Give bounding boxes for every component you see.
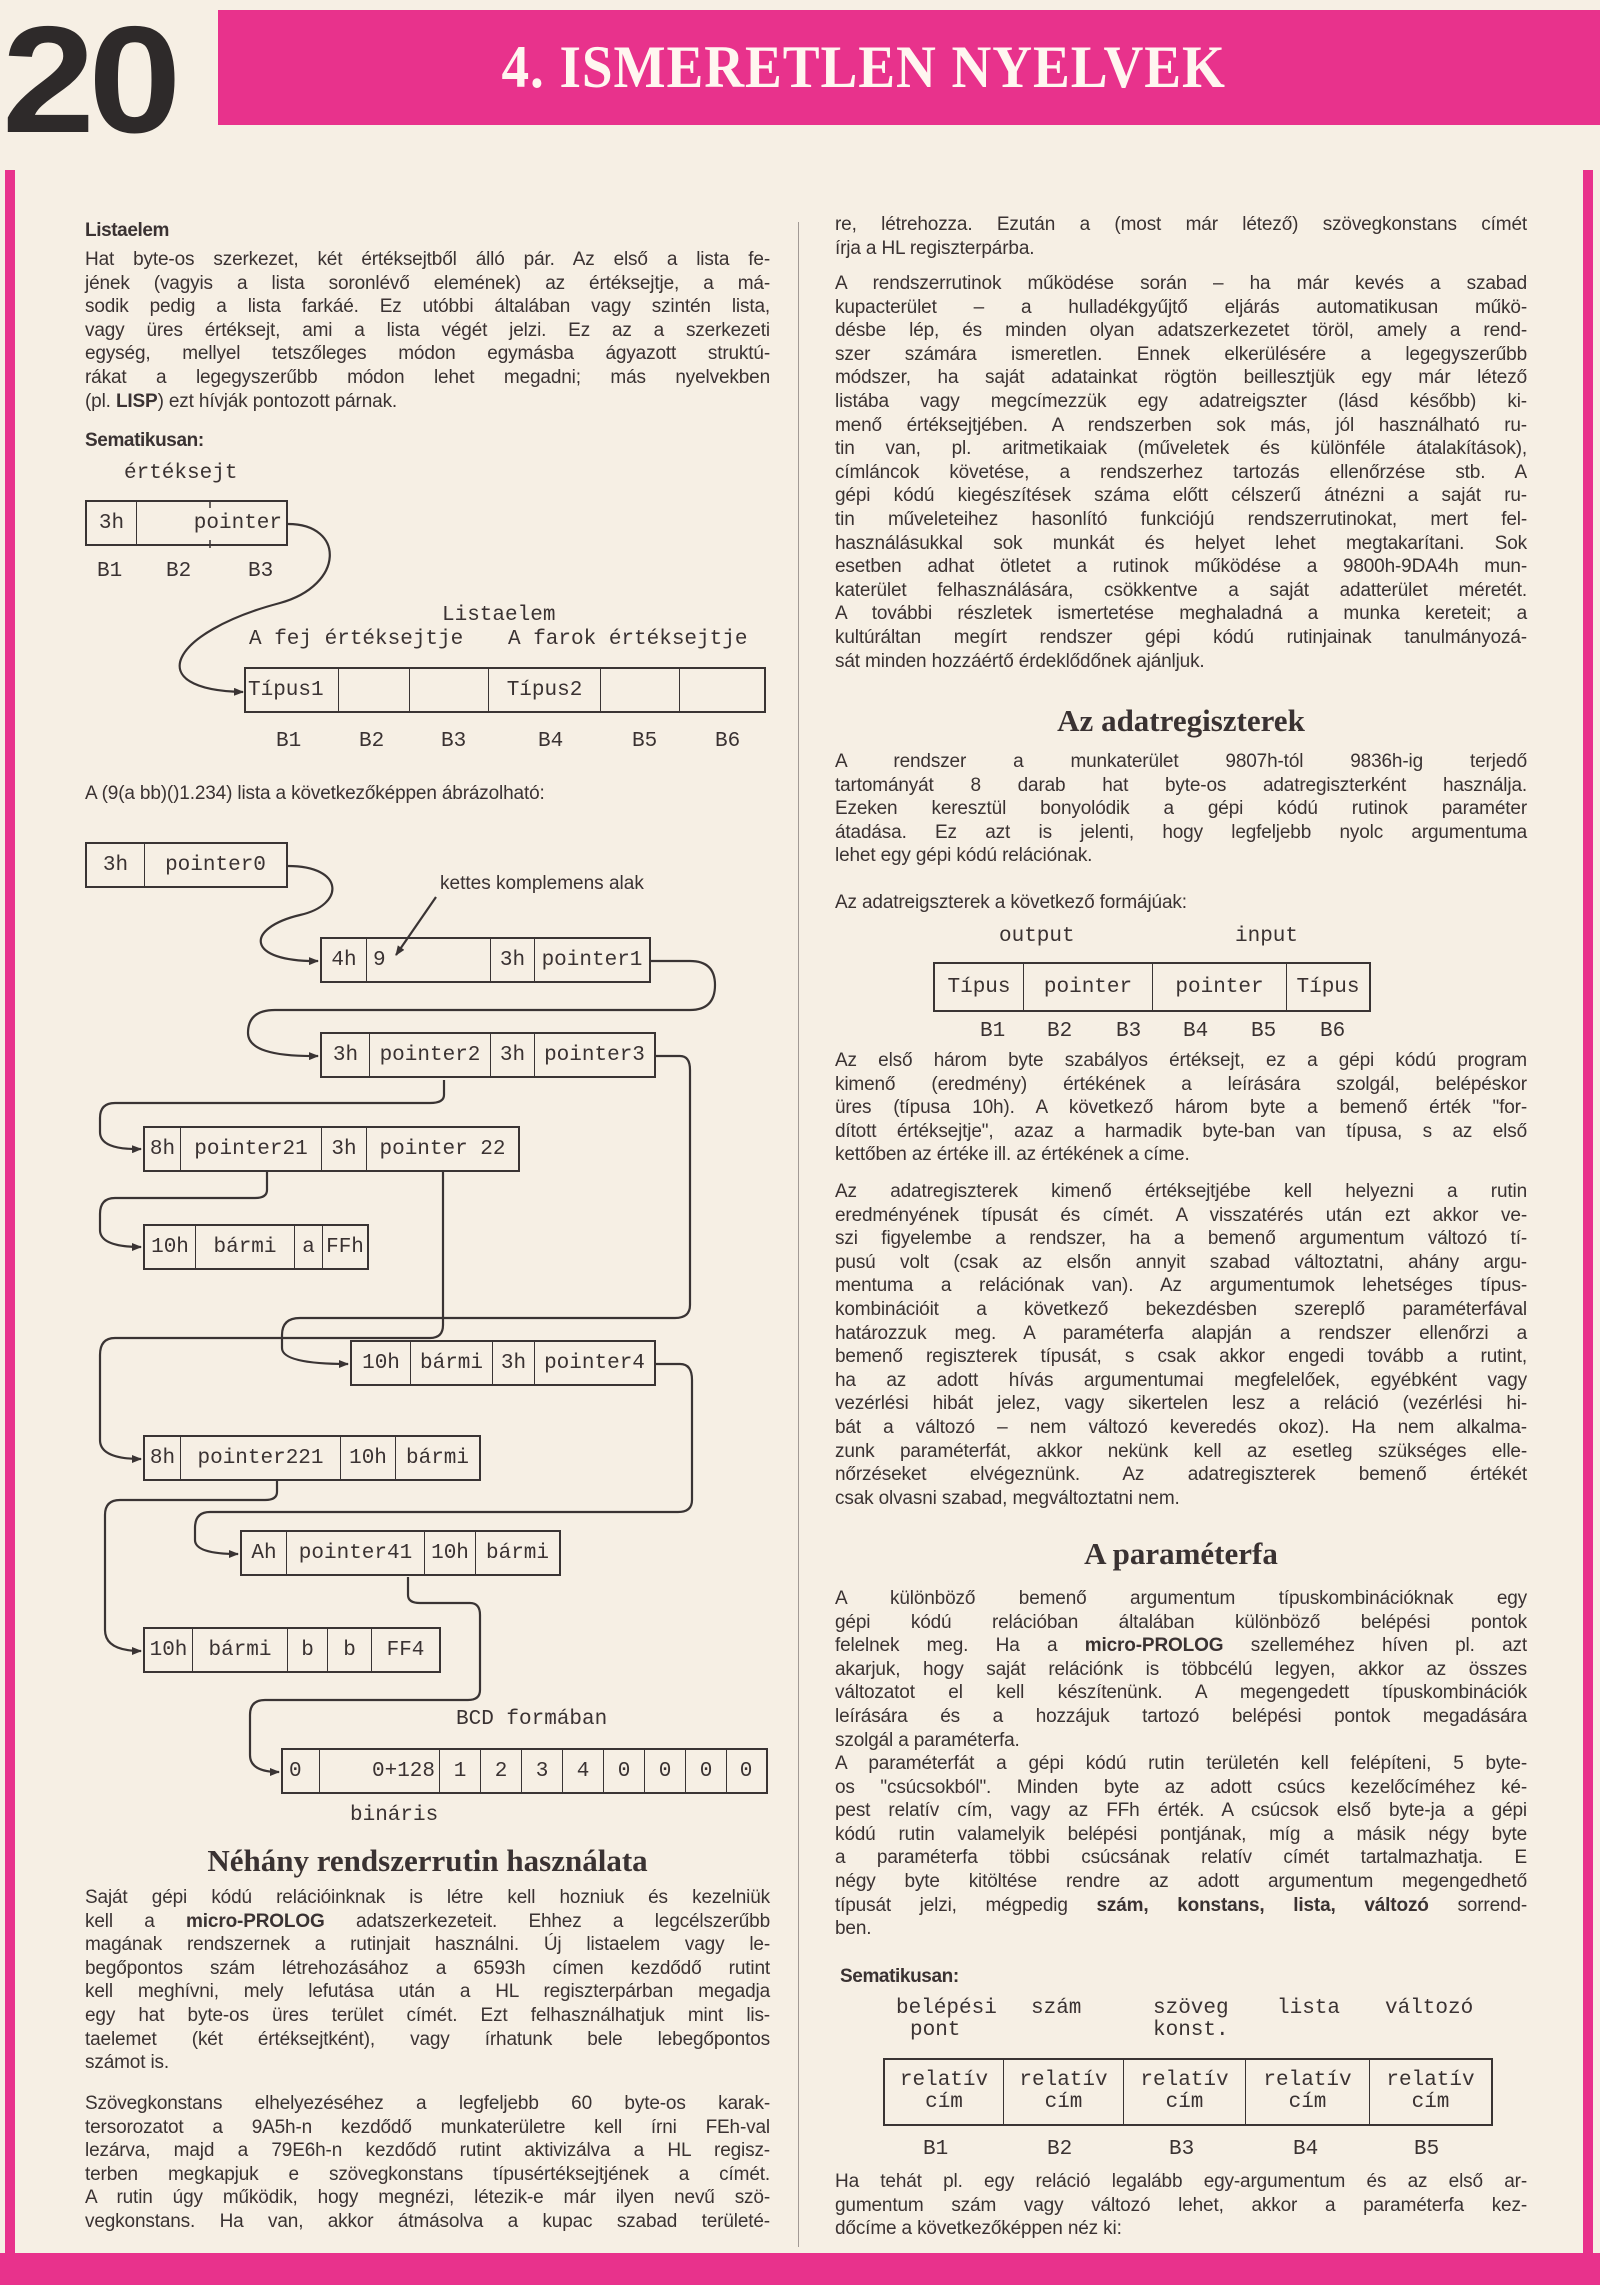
value-cell-box — [85, 500, 288, 546]
text-line: A rendszerrutinok működése során – ha már kevés a szabad — [835, 273, 1527, 294]
byte-label: B4 — [1183, 1020, 1209, 1043]
text-line: írja a HL regiszterpárba. — [835, 237, 1035, 259]
param-cell-line: cím — [1411, 2091, 1450, 2114]
text-line: tersorozatot a 9A5h-n kezdődő munkaterületre kell írni FEh-val — [85, 2116, 770, 2138]
byte-label: B2 — [1047, 2138, 1073, 2161]
byte-label: B2 — [166, 560, 192, 583]
text-line: os "csúcsokból". Minden byte az adott csúcs kezelőcíméhez ké- — [835, 1776, 1527, 1798]
text-line: Szövegkonstans elhelyezéséhez a legfeljebb 60 byte-os karak- — [85, 2093, 770, 2114]
list-cell: 10h — [151, 1235, 189, 1259]
text-line: désbe lép, és minden olyan adatszerkezetet töröl, amely a rend- — [835, 320, 1527, 342]
listaelem-heading: Listaelem — [85, 220, 170, 241]
byte-label: B6 — [1320, 1020, 1346, 1043]
list-cell: 3h — [490, 939, 534, 981]
register-cell: pointer — [1023, 964, 1152, 1010]
param-cell-line: cím — [1288, 2091, 1327, 2114]
text-line: bemenő regiszterek típusát, s csak akkor engedi tovább a rutint, — [835, 1346, 1527, 1368]
text-segment: adatszerkezeteit. Ehhez a legcélszerűbb — [324, 1910, 770, 1932]
text-line: pest relatív cím, vagy az FFh érték. A csúcsok első byte-ja a gépi — [835, 1800, 1527, 1822]
text-line: gépi kódú kiegészítések száma előtt célszerű átnézni a saját ru- — [835, 485, 1527, 507]
text-segment: ) ezt hívják pontozott párnak. — [157, 390, 398, 412]
byte-label: B3 — [248, 560, 274, 583]
param-label-line: konst. — [1153, 2019, 1229, 2042]
text-line: vegkonstans. Ha van, akkor átmásolva a kupac szabad területé- — [85, 2210, 770, 2232]
text-segment: szelleméhez híven pl. azt — [1223, 1635, 1527, 1657]
paragraph-string-constant — [85, 2092, 770, 2234]
section-heading-system-routines: Néhány rendszerrutin használata — [207, 1843, 648, 1878]
list-cell: 10h — [340, 1437, 395, 1479]
text-line: gépi kódú relációban általában különböző belépési pontok — [835, 1611, 1527, 1633]
number-cell: 0 — [644, 1750, 685, 1792]
text-line: kupacterület – a hulladékgyűjtő eljárás automatikusan műkö- — [835, 296, 1527, 318]
list-element-box — [244, 667, 766, 713]
paragraph-garbage-collection — [835, 272, 1527, 673]
list-cell: bármi — [475, 1532, 559, 1574]
type-cell: 3h — [98, 511, 125, 535]
text-line: bát a változó – nem változó keveredés okoz). Ha nem alkalma- — [835, 1416, 1527, 1438]
list-node — [240, 1530, 561, 1576]
byte-label: B4 — [1293, 2138, 1319, 2161]
text-line: tin műveleteihez hasonlító funkciójú rendszerrutinokat, mert fel- — [835, 508, 1527, 530]
cell-label: értéksejt — [124, 462, 238, 485]
text-line: tin van, pl. aritmetikaiak (műveletek és különféle átalakítások), — [835, 438, 1527, 460]
list-cell — [426, 939, 490, 981]
sematikusan-label: Sematikusan: — [85, 430, 204, 451]
list-cell: a — [294, 1226, 322, 1268]
paragraph-parameter-tree-nodes — [835, 1752, 1527, 1941]
text-line: leírására és a hozzájuk tartozó belépési pontok megadására — [835, 1705, 1527, 1727]
list-cell: bármi — [192, 1629, 287, 1671]
text-line: esetben adhat ötletet a rutinok működése a 9800h-9DA4h mun- — [835, 556, 1527, 578]
text-line: menő értéksejtjében. A rendszerben sok más, jól használható ru- — [835, 414, 1527, 436]
text-line: listába vagy megcímezzük egy adatreigszter (lásd később) ki- — [835, 390, 1527, 412]
text-line: terben megkapjuk e szövegkonstans típusértéksejtjének a címét. — [85, 2163, 770, 2185]
text-line: taelemet (két értéksejtként), vagy írhatunk bele lebegőpontos — [85, 2028, 770, 2050]
list-node — [143, 1435, 481, 1481]
section-heading-parameter-tree: A paraméterfa — [1084, 1536, 1278, 1571]
param-cell-line: relatív — [1019, 2069, 1108, 2092]
text-line: mentuma a relációnak van). Az argumentumok lehetséges típus- — [835, 1275, 1527, 1297]
text-line: A különböző bemenő argumentum típuskombinációknak egy — [835, 1588, 1527, 1609]
connector-arrow — [250, 1577, 480, 1772]
list-cell: 10h — [424, 1532, 475, 1574]
text-line: egység, mellyel tetszőleges módon egymásba ágyazott struktú- — [85, 343, 770, 365]
output-label: output — [999, 925, 1075, 948]
byte-label: B5 — [1414, 2138, 1440, 2161]
text-line: magának rendszernek a rutinjait használni. Új listaelem vagy le- — [85, 1934, 770, 1956]
text-line: dőcíme a következőképpen néz ki: — [835, 2218, 1122, 2240]
byte-label: B3 — [1116, 1020, 1142, 1043]
list-cell: bármi — [195, 1226, 294, 1268]
text-line: szolgál a paraméterfa. — [835, 1729, 1020, 1751]
list-cell: pointer 22 — [366, 1128, 518, 1170]
paragraph-continued — [835, 213, 1527, 260]
list-cell: 9 — [366, 939, 426, 981]
text-line: kultúráltan megírt rendszer gépi kódú rutinjainak tanulmányozá- — [835, 626, 1527, 648]
bold-term: szám, konstans, lista, változó — [1096, 1894, 1429, 1916]
list-node — [350, 1340, 656, 1386]
text-line: címláncok követése, a rendszerhez tartozás ellenőrzése stb. A — [835, 461, 1527, 483]
param-cell-line: cím — [1165, 2091, 1204, 2114]
text-line — [85, 1910, 770, 1934]
pointer-cell: pointer — [136, 502, 286, 544]
parameter-node-box — [883, 2058, 1493, 2126]
list-cell: pointer221 — [180, 1437, 340, 1479]
text-line: pusú volt (csak az elsőn annyit szabad változtatni, ahány argu- — [835, 1251, 1527, 1273]
number-cell: 0 — [726, 1750, 765, 1792]
param-label — [1031, 1998, 1081, 2020]
text-line: használásukkal sok munkát és helyet lehet megtakarítani. Sok — [835, 532, 1527, 554]
register-cell: pointer — [1152, 964, 1286, 1010]
text-line: egy hat byte-os üres terület címét. Ezt felhasználhatjuk mint lis- — [85, 2004, 770, 2026]
list-cell: 3h — [321, 1128, 366, 1170]
param-cell — [1123, 2060, 1245, 2124]
register-cell: Típus — [947, 975, 1011, 999]
right-border — [1583, 170, 1593, 2285]
left-border — [5, 170, 15, 2285]
list-cell: pointer4 — [534, 1342, 654, 1384]
list-node — [143, 1126, 520, 1172]
text-line: kell meghívni, mely lefutása után a HL regiszterpárban megadja — [85, 1981, 770, 2003]
param-label — [1153, 1998, 1229, 2042]
text-line: ha az adott hívás argumentumai megfelelőek, egyébként vagy — [835, 1369, 1527, 1391]
chapter-title: 4. ISMERETLEN NYELVEK — [501, 34, 1227, 100]
text-line: ben. — [835, 1918, 872, 1940]
list-cell: 3h — [492, 1342, 534, 1384]
list-cell: pointer2 — [369, 1034, 490, 1076]
text-line: a paraméterfa többi csúcsának relatív címét tartalmazhatja. E — [835, 1847, 1527, 1869]
paragraph-parameter-example — [835, 2170, 1527, 2241]
param-cell-line: relatív — [1140, 2069, 1229, 2092]
byte-label: B4 — [538, 730, 564, 753]
tail-cell-label: A farok értéksejtje — [508, 628, 748, 651]
list-node — [320, 937, 651, 983]
list-cell: Típus1 — [248, 678, 324, 702]
byte-label: B5 — [1251, 1020, 1277, 1043]
chapter-banner — [218, 10, 1600, 125]
list-node — [143, 1627, 441, 1673]
text-line: katerület felhasználására, csökkentve a saját adatterület méretét. — [835, 579, 1527, 601]
head-cell-label: A fej értéksejtje — [249, 628, 464, 651]
page-number: 20 — [2, 0, 175, 165]
param-label-line: pont — [910, 2019, 961, 2042]
connector-arrow — [100, 1172, 443, 1459]
paragraph-registers — [835, 750, 1527, 868]
number-cell: 4 — [562, 1750, 603, 1792]
text-line: lezárva, majd a 79E6h-n kezdődő rutint aktivizálva a HL regisz- — [85, 2140, 770, 2162]
param-label-line: szöveg — [1153, 1997, 1229, 2020]
list-cell: 8h — [149, 1446, 176, 1470]
list-cell: Típus2 — [488, 669, 600, 711]
bcd-label: BCD formában — [456, 1708, 608, 1731]
list-cell — [600, 669, 679, 711]
list-cell: bármi — [410, 1342, 492, 1384]
list-cell: pointer3 — [534, 1034, 654, 1076]
list-cell — [338, 669, 409, 711]
number-cell: 2 — [480, 1750, 521, 1792]
list-cell: 3h — [490, 1034, 534, 1076]
text-line: A (9(a bb)()1.234) lista a következőképpen ábrázolható: — [85, 783, 545, 804]
list-cell: Ah — [251, 1541, 277, 1565]
list-cell — [409, 669, 488, 711]
text-line — [835, 1634, 1527, 1658]
byte-label: B1 — [276, 730, 302, 753]
text-line: re, létrehozza. Ezután a (most már létező) szövegkonstans címét — [835, 214, 1527, 235]
list-cell: 10h — [149, 1638, 188, 1662]
text-line — [835, 1894, 1527, 1918]
byte-label: B1 — [97, 560, 123, 583]
byte-label: B3 — [1169, 2138, 1195, 2161]
text-line: kombinációit a következő bekezdésben szereplő paraméterfával — [835, 1298, 1527, 1320]
text-line: Az adatregiszterek kimenő értéksejtjébe kell helyezni a rutin — [835, 1181, 1527, 1202]
list-cell: pointer21 — [180, 1128, 321, 1170]
param-cell-line: cím — [925, 2091, 963, 2114]
param-cell — [885, 2060, 1003, 2124]
param-cell-line: relatív — [1263, 2069, 1352, 2092]
list-cell: b — [327, 1629, 371, 1671]
text-line: módszer, ha saját adatainkat rögtön beillesztjük egy már létező — [835, 367, 1527, 389]
param-label-line: lista — [1277, 1997, 1341, 2020]
text-line: vagy üres értéksejt, ami a lista végét jelzi. Ez az a szerkezeti — [85, 319, 770, 341]
text-line: Saját gépi kódú relációinknak is létre kell hozniuk és kezelniük — [85, 1887, 770, 1908]
text-line: sodik pedig a lista farkáé. Ez utóbbi általában vagy szintén lista, — [85, 296, 770, 318]
example-caption — [85, 782, 770, 806]
list-cell: bármi — [395, 1437, 479, 1479]
paragraph-parameter-tree — [835, 1587, 1527, 1752]
number-cell: 3 — [521, 1750, 562, 1792]
text-line: szer számára ismeretlen. Ennek elkerülésére a legegyszerűbb — [835, 343, 1527, 365]
number-cell: 0 — [685, 1750, 726, 1792]
text-line: Ezeken keresztül bonyolódik a gépi kódú rutinok paraméter — [835, 798, 1527, 820]
list-cell: 4h — [331, 948, 357, 972]
paragraph-listaelem — [85, 248, 770, 413]
list-cell: 3h — [102, 853, 129, 877]
paragraph-register-layout — [835, 1049, 1527, 1167]
text-segment: (pl. — [85, 390, 116, 412]
text-line: jének (vagyis a lista soronlévő elemének) az értéksejtje, a má- — [85, 272, 770, 294]
param-cell-line: relatív — [1386, 2069, 1475, 2092]
text-line: A rendszer a munkaterület 9807h-tól 9836h-ig terjedő — [835, 751, 1527, 772]
text-line: lehet egy gépi kódú relációnak. — [835, 845, 1093, 867]
byte-label: B6 — [715, 730, 741, 753]
text-line: vezérlési hibát jelez, vagy sikertelen lesz a reláció (vezérlési hi- — [835, 1393, 1527, 1415]
list-cell: pointer1 — [534, 939, 649, 981]
register-box — [933, 962, 1371, 1012]
text-line: Az első három byte szabályos értéksejt, ez a gépi kódú program — [835, 1050, 1527, 1071]
text-line: rákat a legegyszerűbb módon lehet megadni; más nyelvekben — [85, 366, 770, 388]
byte-label: B5 — [632, 730, 658, 753]
byte-label: B2 — [1047, 1020, 1073, 1043]
list-cell — [679, 669, 764, 711]
float-number-node — [281, 1748, 768, 1794]
param-cell — [1369, 2060, 1491, 2124]
text-line: változatot el kell készítenünk. A megengedett típuskombinációk — [835, 1682, 1527, 1704]
text-segment: kell a — [85, 1910, 187, 1932]
text-segment: típusát jelzi, mégpedig — [835, 1894, 1097, 1916]
text-line: határozzuk meg. A paraméterfa alapján a rendszer ellenőrzi a — [835, 1322, 1527, 1344]
param-label — [896, 1998, 997, 2042]
list-cell: 3h — [332, 1043, 359, 1067]
text-line: A további részletek ismertetése meghaladná a munka kereteit; a — [835, 603, 1527, 625]
text-line: Az adatreigszterek a következő formájúak: — [835, 892, 1187, 913]
text-line: négy byte kitöltése rendre az adott argumentum megengedhető — [835, 1870, 1527, 1892]
paragraph-system-routines — [85, 1886, 770, 2075]
text-line: tartományát 8 darab hat byte-os adatregiszterként használja. — [835, 774, 1527, 796]
list-node — [320, 1032, 656, 1078]
text-line: zunk paraméterfát, akkor nekünk kell az esetleg szükséges elle- — [835, 1440, 1527, 1462]
list-element-label: Listaelem — [442, 604, 556, 627]
binary-label: bináris — [350, 1804, 439, 1827]
list-cell: pointer41 — [286, 1532, 424, 1574]
param-cell — [1003, 2060, 1123, 2124]
text-line: kettőben az értéke ill. az értékének a címe. — [835, 1144, 1190, 1166]
byte-label: B1 — [923, 2138, 949, 2161]
param-label-line: belépési — [896, 1997, 997, 2020]
bold-term: micro-PROLOG — [186, 1910, 325, 1932]
column-divider — [798, 222, 799, 2247]
sematikusan-label: Sematikusan: — [840, 1966, 959, 1987]
number-cell: 0+128 — [319, 1750, 439, 1792]
text-line — [85, 390, 770, 414]
byte-label: B1 — [980, 1020, 1006, 1043]
byte-label: B3 — [441, 730, 467, 753]
text-line: Ha tehát pl. egy reláció legalább egy-argumentum és az első ar- — [835, 2171, 1527, 2192]
text-line: eredményének típusát és címét. A visszatérés után ezt akkor ve- — [835, 1204, 1527, 1226]
text-segment: felelnek meg. Ha a — [835, 1635, 1085, 1657]
bold-term: micro-PROLOG — [1084, 1635, 1224, 1657]
paragraph-register-output — [835, 1180, 1527, 1510]
list-cell: 8h — [149, 1137, 176, 1161]
byte-label: B2 — [359, 730, 385, 753]
input-label: input — [1235, 925, 1299, 948]
list-cell: FF4 — [371, 1629, 439, 1671]
list-cell: 10h — [362, 1351, 400, 1375]
text-line: számot is. — [85, 2052, 170, 2074]
text-line: kimenő (eredmény) értékének a leírására szolgál, belépéskor — [835, 1073, 1527, 1095]
list-cell: pointer0 — [144, 844, 286, 886]
register-format-caption — [835, 891, 1527, 915]
list-cell: FFh — [322, 1226, 367, 1268]
text-line: sát minden hozzáértő érdeklődőnek ajánljuk. — [835, 650, 1205, 672]
text-line: kódú rutin valamelyik belépési pontjának, míg a másik négy byte — [835, 1823, 1527, 1845]
text-line: csak olvasni szabad, megváltoztatni nem. — [835, 1487, 1180, 1509]
bottom-border — [0, 2253, 1600, 2285]
text-line: A rutin úgy működik, hogy megnézi, létezik-e már ilyen nevű szö- — [85, 2187, 770, 2209]
text-line: üres (típusa 10h). A következő három byte a bemenő érték "for- — [835, 1097, 1527, 1119]
annotation-label: kettes komplemens alak — [440, 873, 644, 894]
text-line: A paraméterfát a gépi kódú rutin területén kell felépíteni, 5 byte- — [835, 1753, 1527, 1774]
param-label-line: változó — [1385, 1997, 1474, 2020]
text-line: Hat byte-os szerkezet, két értéksejtből álló pár. Az első a lista fe- — [85, 249, 770, 270]
text-segment: sorrend- — [1428, 1894, 1527, 1916]
text-line: begőpontos szám létrehozásához a 6593h címen kezdődő rutint — [85, 1957, 770, 1979]
param-cell-line: cím — [1044, 2091, 1083, 2114]
connector-arrow — [282, 1056, 690, 1364]
list-node — [85, 842, 288, 888]
list-node — [143, 1224, 369, 1270]
text-line: gumentum szám vagy változó lehet, akkor a paraméterfa kez- — [835, 2194, 1527, 2216]
bold-term: LISP — [115, 390, 158, 412]
param-label-line: szám — [1031, 1997, 1082, 2020]
param-cell — [1245, 2060, 1369, 2124]
param-cell-line: relatív — [899, 2069, 989, 2092]
text-line: átadása. Ez azt is jelenti, hogy legfeljebb nyolc argumentuma — [835, 821, 1527, 843]
param-label — [1277, 1998, 1340, 2020]
number-cell: 0 — [289, 1759, 302, 1783]
param-label — [1385, 1998, 1473, 2020]
text-line: dított értéksejtje", azaz a harmadik byte-ban van típusa, s az első — [835, 1120, 1527, 1142]
text-line: akarjuk, hogy saját relációnk is többcélú legyen, akkor az összes — [835, 1658, 1527, 1680]
text-line: szi figyelembe a rendszer, ha a bemenő argumentum változó tí- — [835, 1228, 1527, 1250]
number-cell: 1 — [439, 1750, 480, 1792]
register-cell: Típus — [1286, 964, 1369, 1010]
text-line: nőrzéseket elvégeznünk. Az adatregiszterek bemenő értékét — [835, 1464, 1527, 1486]
section-heading-registers: Az adatregiszterek — [1057, 703, 1305, 738]
list-cell: b — [287, 1629, 327, 1671]
number-cell: 0 — [603, 1750, 644, 1792]
